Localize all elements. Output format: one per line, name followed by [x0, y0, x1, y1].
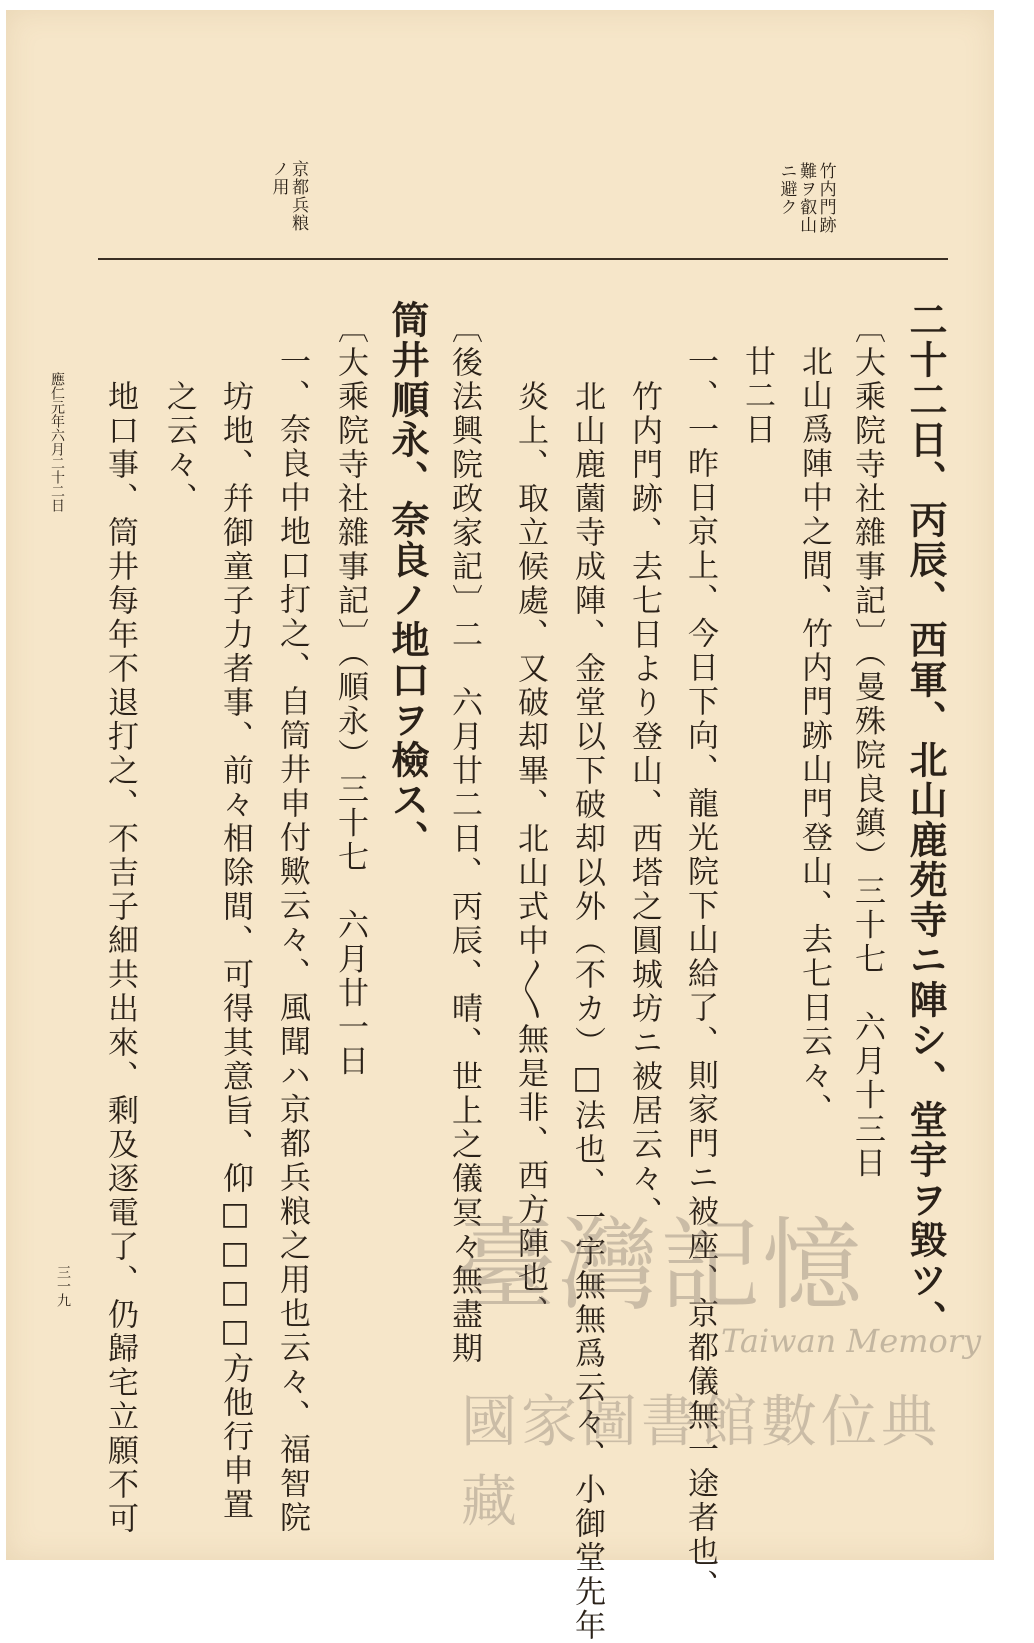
page-number: 三一九	[55, 1265, 71, 1307]
body-line: 地口事、筒井每年不退打之、不吉子細共出來、剩及逐電了、仍歸宅立願不可	[102, 380, 138, 1536]
body-line: 北山鹿薗寺成陣、金堂以下破却以外（不カ）□法也、一宇無無爲云々、小御堂先年	[569, 380, 605, 1643]
document-page	[6, 10, 994, 1643]
source-citation-line: 〔後法興院政家記〕二 六月廿二日、丙辰、晴、世上之儀冥々無盡期	[446, 312, 482, 1366]
header-rule	[98, 258, 948, 260]
body-line: 一、奈良中地口打之、自筒井申付歟云々、風聞ハ京都兵粮之用也云々、福智院	[274, 345, 310, 1535]
body-line: 炎上、取立候處、又破却畢、北山式中〳〵無是非、西方陣也、	[512, 380, 548, 1329]
body-line: 北山爲陣中之間、竹内門跡山門登山、去七日云々、	[796, 345, 832, 1127]
entry-heading-line: 筒井順永、奈良ノ地口ヲ檢ス、	[385, 300, 430, 860]
body-line: 竹内門跡、去七日より登山、西塔之圓城坊ニ被居云々、	[626, 380, 662, 1230]
body-line: 坊地、幷御童子力者事、前々相除間、可得其意旨、仰□□□□方他行申置	[217, 380, 253, 1522]
margin-note-hyoro: 京都兵粮 ノ用	[268, 160, 309, 232]
watermark-logo: 臺灣記憶	[456, 1207, 864, 1324]
margin-note-takeuchi: 竹内門跡 難ヲ叡山 ニ避ク	[776, 162, 836, 234]
entry-heading-line: 二十二日、丙辰、西軍、北山鹿苑寺ニ陣シ、堂宇ヲ毀ツ、	[903, 300, 948, 1340]
body-line: 廿二日	[739, 345, 775, 447]
running-head: 應仁元年六月二十二日	[49, 372, 65, 512]
source-citation-line: 〔大乘院寺社雜事記〕（曼殊院良鎮）三十七 六月十三日	[849, 312, 885, 1181]
source-citation-line: 〔大乘院寺社雜事記〕（順永）三十七 六月廿一日	[332, 312, 368, 1079]
watermark-institution: 國家圖書館數位典藏	[461, 1390, 941, 1535]
body-line: 之云々、	[161, 380, 197, 516]
body-line: 一、一昨日京上、今日下向、龍光院下山給了、則家門ニ被座、京都儀無一途者也、	[682, 345, 718, 1603]
watermark-english: Taiwan Memory	[721, 1322, 982, 1360]
